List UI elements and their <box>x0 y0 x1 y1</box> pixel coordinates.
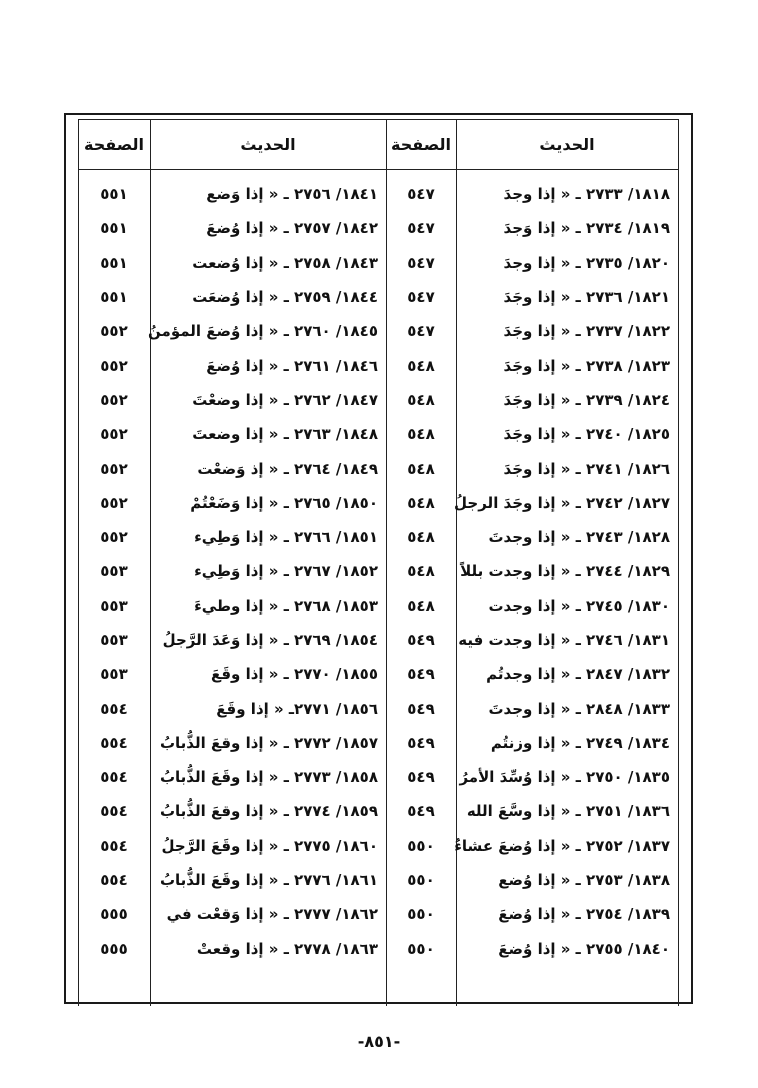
page-ref-right: ٥٥٠ <box>407 939 435 958</box>
page-ref-left: ٥٥١ <box>100 185 128 204</box>
hadith-entry-right: ١٨٣٠/ ٢٧٤٥ ـ « إذا وجدت <box>488 596 670 615</box>
hadith-entry-left: ١٨٥٢/ ٢٧٦٧ ـ « إذا وَطِيء <box>194 562 378 581</box>
hadith-entry-left: ١٨٥٦/ ٢٧٧١ـ « إذا وقَعَ <box>216 699 378 718</box>
hadith-entry-right: ١٨٣٣/ ٢٨٤٨ ـ « إذا وجدتَ <box>488 699 670 718</box>
page-ref-left: ٥٥٢ <box>100 528 128 547</box>
page-ref-right: ٥٤٩ <box>407 631 435 649</box>
page-ref-left: ٥٥٢ <box>100 493 128 512</box>
table-row <box>78 657 679 691</box>
page-ref-right: ٥٤٧ <box>407 288 435 307</box>
page-ref-left: ٥٥٢ <box>100 356 128 375</box>
page-ref-right: ٥٤٧ <box>407 185 435 204</box>
page-ref-right: ٥٤٩ <box>407 768 435 787</box>
table-row <box>78 177 679 211</box>
hadith-entry-right: ١٨٢٥/ ٢٧٤٠ ـ « إذا وجَدَ <box>503 425 670 444</box>
header-hadith-left: الحديث <box>240 134 296 154</box>
hadith-entry-left: ١٨٤٣/ ٢٧٥٨ ـ « إذا وُضعت <box>192 253 378 272</box>
table-row <box>78 520 679 554</box>
hadith-entry-left: ١٨٤٤/ ٢٧٥٩ ـ « إذا وُضعَت <box>192 288 378 307</box>
page-ref-right: ٥٤٧ <box>407 322 435 341</box>
hadith-entry-left: ١٨٤٢/ ٢٧٥٧ ـ « إذا وُضعَ <box>206 219 378 238</box>
page-ref-left: ٥٥٤ <box>100 699 128 718</box>
hadith-entry-left: ١٨٥٩/ ٢٧٧٤ ـ « إذا وقعَ الذُّبابُ <box>159 802 378 821</box>
table-row <box>78 623 679 657</box>
table-row <box>78 794 679 828</box>
table-row <box>78 486 679 520</box>
hadith-entry-left: ١٨٦٢/ ٢٧٧٧ ـ « إذا وَقعْت في <box>166 905 378 924</box>
table-row <box>78 589 679 623</box>
hadith-entry-left: ١٨٤٦/ ٢٧٦١ ـ « إذا وُضعَ <box>206 356 378 375</box>
hadith-entry-right: ١٨١٨/ ٢٧٣٣ ـ « إذا وجدَ <box>503 185 670 204</box>
hadith-entry-right: ١٨٢٢/ ٢٧٣٧ ـ « إذا وجَدَ <box>503 322 670 341</box>
page-ref-right: ٥٤٩ <box>407 699 435 718</box>
page-ref-right: ٥٤٧ <box>407 253 435 272</box>
page-ref-left: ٥٥٤ <box>100 733 128 752</box>
hadith-entry-right: ١٨٢٧/ ٢٧٤٢ ـ « إذا وجَدَ الرجلُ <box>454 493 670 512</box>
table-row <box>78 691 679 725</box>
hadith-entry-left: ١٨٤٧/ ٢٧٦٢ ـ « إذا وضعْتَ <box>192 390 378 409</box>
table-row <box>78 897 679 931</box>
hadith-entry-right: ١٨٤٠/ ٢٧٥٥ ـ « إذا وُضعَ <box>498 939 670 958</box>
page-ref-right: ٥٤٨ <box>407 356 435 375</box>
hadith-entry-left: ١٨٥٠/ ٢٧٦٥ ـ « إذا وَضَعْتُمْ <box>190 493 378 512</box>
table-row <box>78 417 679 451</box>
page-ref-left: ٥٥٥ <box>100 939 128 958</box>
page-ref-right: ٥٤٨ <box>407 459 435 478</box>
table-row <box>78 246 679 280</box>
hadith-entry-right: ١٨٣٩/ ٢٧٥٤ ـ « إذا وُضعَ <box>498 905 670 924</box>
table-row <box>78 932 679 966</box>
hadith-entry-right: ١٨٣٤/ ٢٧٤٩ ـ « إذا وزنتُم <box>490 733 670 752</box>
hadith-entry-right: ١٨٣٥/ ٢٧٥٠ ـ « إذا وُسِّدَ الأمرُ <box>459 768 670 787</box>
page-ref-left: ٥٥٤ <box>100 836 128 855</box>
hadith-entry-right: ١٨٢٨/ ٢٧٤٣ ـ « إذا وجدتَ <box>488 528 670 547</box>
hadith-entry-left: ١٨٤٩/ ٢٧٦٤ ـ « إذ وَضعْت <box>197 459 378 478</box>
hadith-entry-right: ١٨٢٦/ ٢٧٤١ ـ « إذا وجَدَ <box>503 459 670 478</box>
page-ref-left: ٥٥٣ <box>100 665 128 684</box>
table-row <box>78 383 679 417</box>
table-row <box>78 760 679 794</box>
hadith-entry-right: ١٨٣٢/ ٢٨٤٧ ـ « إذا وجدتُم <box>486 665 670 684</box>
page-ref-left: ٥٥٢ <box>100 425 128 444</box>
table-row <box>78 829 679 863</box>
hadith-entry-right: ١٨٢٠/ ٢٧٣٥ ـ « إذا وجدَ <box>503 253 670 272</box>
page-ref-left: ٥٥١ <box>100 219 128 238</box>
table-row <box>78 554 679 588</box>
page-ref-right: ٥٤٩ <box>407 665 435 684</box>
page-ref-right: ٥٤٨ <box>407 493 435 512</box>
hadith-entry-left: ١٨٥٧/ ٢٧٧٢ ـ « إذا وقعَ الذُّبابُ <box>159 733 378 752</box>
header-page-left: الصفحة <box>83 134 144 154</box>
page-ref-right: ٥٤٧ <box>407 219 435 238</box>
page-ref-right: ٥٤٨ <box>407 596 435 615</box>
page-ref-right: ٥٤٨ <box>407 425 435 444</box>
page-ref-right: ٥٤٨ <box>407 390 435 409</box>
index-table <box>78 119 679 1006</box>
page-ref-right: ٥٤٩ <box>407 733 435 752</box>
page-ref-left: ٥٥٢ <box>100 322 128 341</box>
hadith-entry-left: ١٨٦٣/ ٢٧٧٨ ـ « إذا وقعتْ <box>196 939 378 958</box>
hadith-entry-right: ١٨٣٧/ ٢٧٥٢ ـ « إذا وُضعَ عشاءُ <box>454 836 670 855</box>
hadith-entry-right: ١٨١٩/ ٢٧٣٤ ـ « إذا وَجدَ <box>503 219 670 238</box>
hadith-entry-left: ١٨٤٨/ ٢٧٦٣ ـ « إذا وضعتَ <box>192 425 378 444</box>
page-ref-right: ٥٥٠ <box>407 836 435 855</box>
table-row <box>78 280 679 314</box>
hadith-entry-left: ١٨٥٤/ ٢٧٦٩ ـ « إذا وَعَدَ الرَّجلُ <box>162 631 378 649</box>
page-ref-left: ٥٥١ <box>100 253 128 272</box>
page-ref-left: ٥٥٥ <box>100 905 128 924</box>
hadith-entry-left: ١٨٥١/ ٢٧٦٦ ـ « إذا وَطِيء <box>194 528 378 547</box>
hadith-entry-left: ١٨٤٥/ ٢٧٦٠ ـ « إذا وُضعَ المؤمنُ <box>148 322 378 341</box>
hadith-entry-right: ١٨٣٦/ ٢٧٥١ ـ « إذا وسَّعَ الله <box>466 802 670 821</box>
header-hadith-right: الحديث <box>539 134 595 154</box>
index-table-frame <box>64 113 693 1004</box>
page-ref-right: ٥٥٠ <box>407 905 435 924</box>
hadith-entry-right: ١٨٣٨/ ٢٧٥٣ ـ « إذا وُضع <box>498 871 670 890</box>
hadith-entry-right: ١٨٢٩/ ٢٧٤٤ ـ « إذا وجدت بللاً <box>460 562 670 581</box>
table-row <box>78 726 679 760</box>
page-ref-right: ٥٤٩ <box>407 802 435 821</box>
table-row <box>78 451 679 485</box>
table-row <box>78 314 679 348</box>
hadith-entry-left: ١٨٦١/ ٢٧٧٦ ـ « إذا وقَعَ الذُّبابُ <box>159 871 378 890</box>
hadith-entry-left: ١٨٥٣/ ٢٧٦٨ ـ « إذا وطيءَ <box>194 596 378 615</box>
page-number: -٨٥١- <box>357 1032 401 1051</box>
hadith-entry-left: ١٨٤١/ ٢٧٥٦ ـ « إذا وَضع <box>206 185 378 204</box>
hadith-entry-right: ١٨٢١/ ٢٧٣٦ ـ « إذا وجَدَ <box>503 288 670 307</box>
hadith-entry-right: ١٨٢٤/ ٢٧٣٩ ـ « إذا وجَدَ <box>503 390 670 409</box>
page-ref-left: ٥٥٤ <box>100 871 128 890</box>
page-ref-right: ٥٤٨ <box>407 562 435 581</box>
table-row <box>78 348 679 382</box>
page-ref-left: ٥٥٣ <box>100 562 128 581</box>
page-ref-left: ٥٥٣ <box>100 596 128 615</box>
page-ref-left: ٥٥٢ <box>100 459 128 478</box>
table-row <box>78 863 679 897</box>
page-ref-left: ٥٥١ <box>100 288 128 307</box>
table-body <box>78 177 679 966</box>
hadith-entry-right: ١٨٣١/ ٢٧٤٦ ـ « إذا وجدت فيه <box>458 631 670 649</box>
hadith-entry-right: ١٨٢٣/ ٢٧٣٨ ـ « إذا وجَدَ <box>503 356 670 375</box>
page-ref-left: ٥٥٣ <box>100 631 128 649</box>
hadith-entry-left: ١٨٥٥/ ٢٧٧٠ ـ « إذا وقَعَ <box>210 665 378 684</box>
header-page-right: الصفحة <box>390 134 451 154</box>
page-ref-right: ٥٥٠ <box>407 871 435 890</box>
table-row <box>78 211 679 245</box>
page-ref-left: ٥٥٤ <box>100 802 128 821</box>
page-ref-left: ٥٥٢ <box>100 390 128 409</box>
header-bottom-rule <box>78 169 679 170</box>
hadith-entry-left: ١٨٦٠/ ٢٧٧٥ ـ « إذا وقَعَ الرَّجلُ <box>161 836 378 855</box>
page-ref-left: ٥٥٤ <box>100 768 128 787</box>
page-ref-right: ٥٤٨ <box>407 528 435 547</box>
hadith-entry-left: ١٨٥٨/ ٢٧٧٣ ـ « إذا وقَعَ الذُّبابُ <box>159 768 378 787</box>
